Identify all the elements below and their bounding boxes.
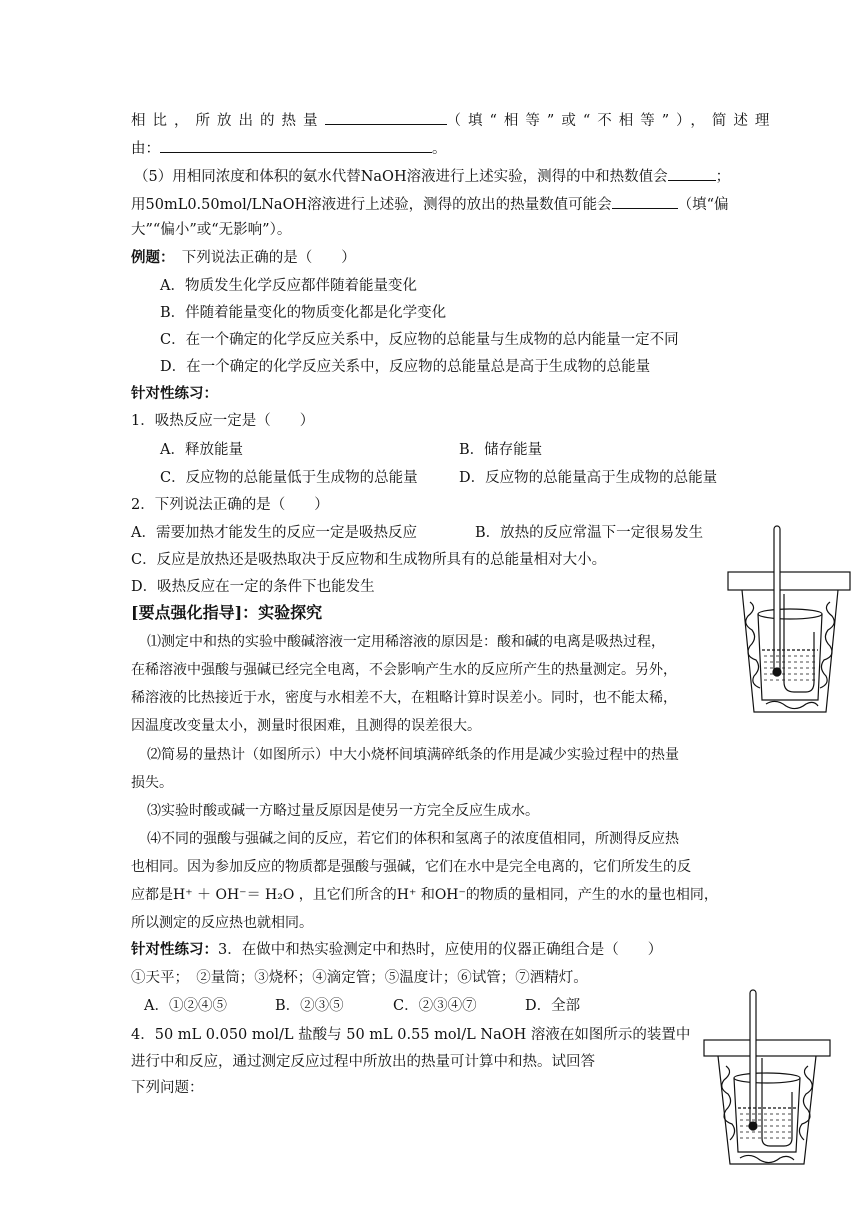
q2-option-c: C．反应是放热还是吸热取决于反应物和生成物所具有的总能量相对大小。 — [131, 552, 607, 568]
answer-blank[interactable] — [612, 194, 678, 209]
example-option-b: B．伴随着能量变化的物质变化都是化学变化 — [160, 305, 447, 321]
q3-items: ①天平； ②量筒；③烧杯；④滴定管；⑤温度计；⑥试管；⑦酒精灯。 — [131, 970, 588, 986]
guide-paragraph-line: 在稀溶液中强酸与强碱已经完全电离，不会影响产生水的反应所产生的热量测定。另外， — [131, 662, 677, 678]
q1-option-d: D．反应物的总能量高于生成物的总能量 — [459, 470, 718, 486]
q1-option-c: C．反应物的总能量低于生成物的总能量 — [160, 470, 418, 486]
text-line: 大”“偏小”或“无影响”）。 — [131, 222, 292, 238]
answer-blank[interactable] — [160, 138, 432, 153]
question-3: 针对性练习：3．在做中和热实验测定中和热时，应使用的仪器正确组合是（ ） — [131, 941, 663, 958]
answer-blank[interactable] — [668, 166, 716, 181]
calorimeter-diagram — [726, 522, 854, 718]
q1-option-a: A．释放能量 — [160, 442, 243, 458]
question-4-line: 下列问题： — [131, 1080, 204, 1096]
question-4: 4．50 mL 0.050 mol/L 盐酸与 50 mL 0.55 mol/L NaOH 溶液在如图所示的装置中 — [131, 1027, 691, 1043]
q3-option-c: C．②③④⑦ — [393, 998, 477, 1014]
guide-paragraph-line: ⑵简易的量热计（如图所示）中大小烧杯间填满碎纸条的作用是减少实验过程中的热量 — [147, 747, 679, 763]
example-question: 例题： 下列说法正确的是（ ） — [131, 249, 356, 266]
question-4-line: 进行中和反应，通过测定反应过程中所放出的热量可计算中和热。试回答 — [131, 1054, 595, 1070]
calorimeter-diagram — [700, 988, 836, 1170]
example-option-d: D．在一个确定的化学反应关系中，反应物的总能量总是高于生成物的总能量 — [160, 359, 651, 375]
guide-paragraph-line: 稀溶液的比热接近于水，密度与水相差不大，在粗略计算时误差小。同时，也不能太稀， — [131, 690, 677, 706]
text-line: （5）用相同浓度和体积的氨水代替NaOH溶液进行上述实验，测得的中和热数值会 ； — [134, 166, 730, 187]
q2-option-b: B．放热的反应常温下一定很易发生 — [475, 525, 704, 541]
q1-option-b: B．储存能量 — [459, 442, 543, 458]
text-line: 用50mL0.50mol/LNaOH溶液进行上述验，测得的放出的热量数值可能会 （填“偏 — [131, 194, 729, 215]
question-2: 2．下列说法正确的是（ ） — [131, 497, 329, 513]
answer-blank[interactable] — [325, 110, 447, 125]
guide-paragraph-line: ⑶实验时酸或碱一方略过量反原因是使另一方完全反应生成水。 — [147, 803, 539, 819]
example-label: 例题： — [131, 249, 168, 266]
guide-paragraph-line: 因温度改变量太小，测量时很困难，且测得的误差很大。 — [131, 718, 481, 734]
q2-option-a: A．需要加热才能发生的反应一定是吸热反应 — [131, 525, 417, 541]
example-option-c: C．在一个确定的化学反应关系中，反应物的总能量与生成物的总内能量一定不同 — [160, 332, 679, 348]
guide-paragraph-line: 应都是H⁺ ＋ OH⁻＝ H₂O ，且它们所含的H⁺ 和OH⁻的物质的量相同，产生的水的量也相同， — [131, 887, 718, 903]
guide-paragraph-line: 也相同。因为参加反应的物质都是强酸与强碱，它们在水中是完全电离的，它们所发生的反 — [131, 859, 691, 875]
practice-label: 针对性练习： — [131, 385, 218, 402]
text-line: 由： 。 — [131, 138, 447, 159]
q3-option-b: B．②③⑤ — [275, 998, 344, 1014]
q2-option-d: D．吸热反应在一定的条件下也能发生 — [131, 579, 375, 595]
guide-paragraph-line: 损失。 — [131, 775, 173, 791]
guide-paragraph-line: ⑷不同的强酸与强碱之间的反应，若它们的体积和氢离子的浓度值相同，所测得反应热 — [147, 831, 679, 847]
text-line: 相比，所放出的热量 （填“相等”或“不相等”），简述理 — [131, 110, 776, 131]
question-1: 1．吸热反应一定是（ ） — [131, 413, 315, 429]
section-heading: [要点强化指导]：实验探究 — [131, 603, 323, 622]
guide-paragraph-line: 所以测定的反应热也就相同。 — [131, 915, 313, 931]
q3-option-a: A．①②④⑤ — [144, 998, 227, 1014]
q3-option-d: D．全部 — [525, 998, 581, 1014]
example-option-a: A．物质发生化学反应都伴随着能量变化 — [160, 278, 417, 294]
guide-paragraph-line: ⑴测定中和热的实验中酸碱溶液一定用稀溶液的原因是：酸和碱的电离是吸热过程， — [147, 634, 665, 650]
